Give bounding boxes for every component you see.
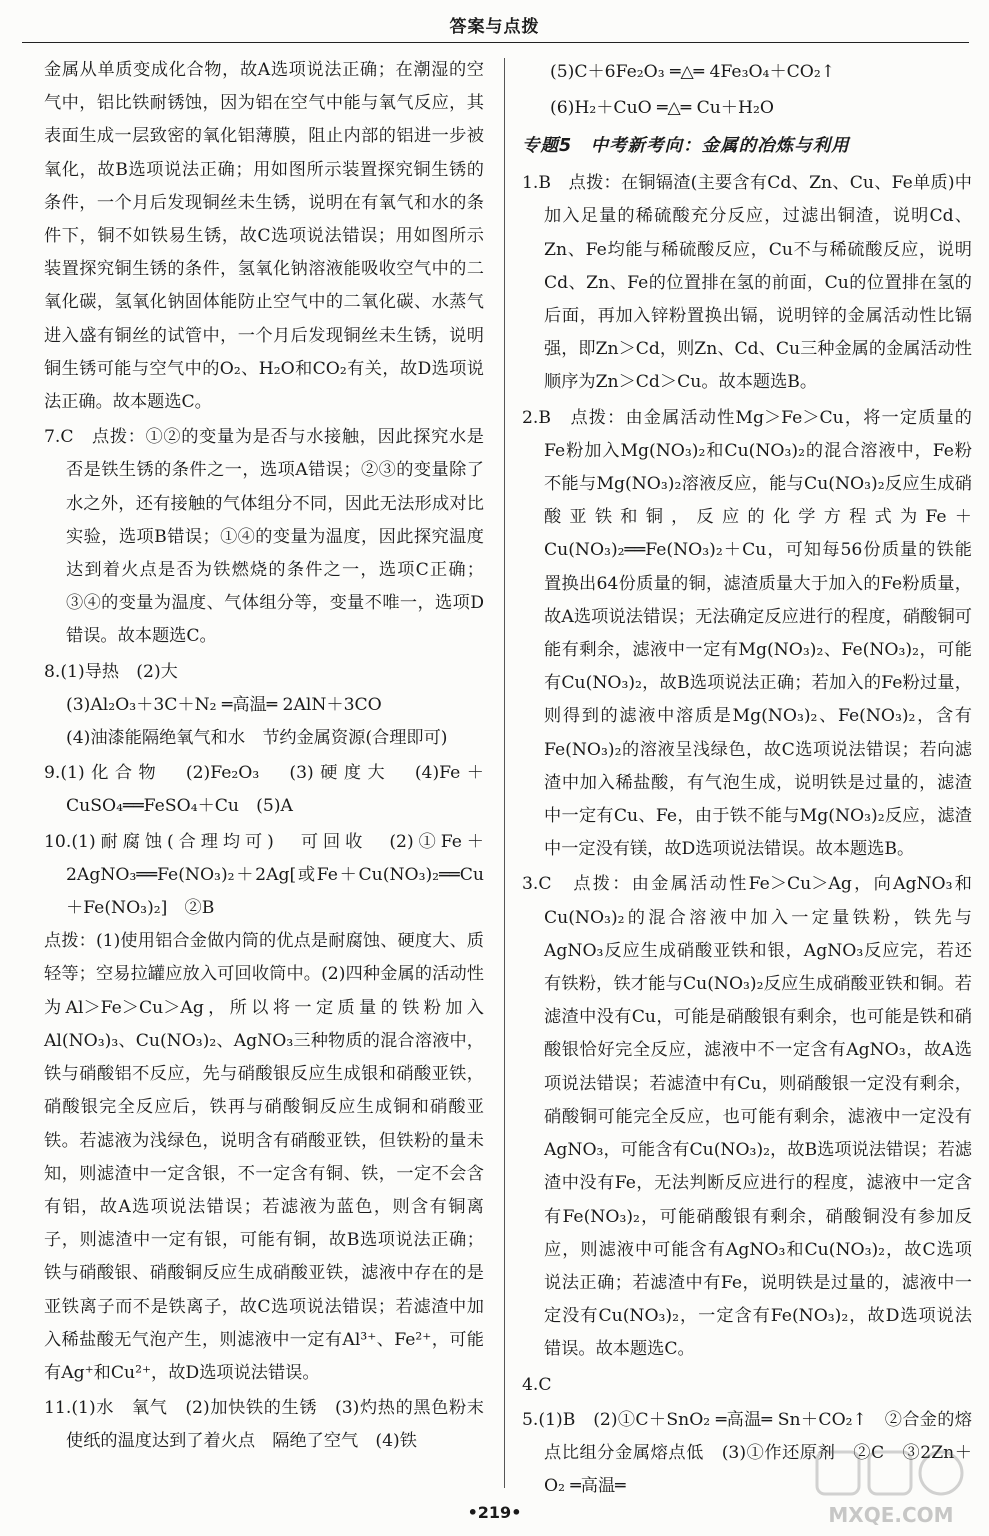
answer-8-part4: (4)油漆能隔绝氧气和水 节约金属资源(合理即可)	[66, 728, 448, 749]
topic5-answer-4: 4.C	[522, 1374, 552, 1395]
watermark-logo	[811, 1446, 971, 1532]
topic5-answer-1: 1.B 点拨：在铜镉渣(主要含有Cd、Zn、Cu、Fe单质)中加入足量的稀硫酸充分反应，过滤出铜渣，说明Cd、Zn、Fe均能与稀硫酸反应，Cu不与稀硫酸反应，说明Cd、Zn、Fe的位置排在氢的前面，Cu的位置排在氢的后面，再加入锌粉置换出镉，说明锌的金属活动性比镉强，即Zn＞Cd，则Zn、Cd、Cu三种金属的金属活动性顺序为Zn＞Cd＞Cu。故本题选B。	[522, 173, 972, 393]
right-column	[522, 54, 972, 1503]
equation-5: (5)C＋6Fe₂O₃ ═△═ 4Fe₃O₄＋CO₂↑	[550, 62, 836, 82]
answer-10: 10.(1)耐腐蚀(合理均可) 可回收 (2)①Fe＋2AgNO₃══Fe(NO₃)₂＋2Ag[或Fe＋Cu(NO₃)₂══Cu＋Fe(NO₃)₂] ②B	[44, 831, 484, 919]
answer-8-equation: (3)Al₂O₃＋3C＋N₂ ═高温═ 2AlN＋3CO	[66, 694, 382, 715]
left-column	[44, 54, 484, 1459]
answer-7: 7.C 点拨：①②的变量为是否与水接触，因此探究水是否是铁生锈的条件之一，选项A错误；②③的变量除了水之外，还有接触的气体组分不同，因此无法形成对比实验，选项B错误；①④的变量为温度，因此探究温度达到着火点是否为铁燃烧的条件之一，选项C正确；③④的变量为温度、气体组分等，变量不唯一，选项D错误。故本题选C。	[44, 427, 484, 647]
column-divider	[504, 58, 505, 1488]
watermark-url: MXQE.COM	[828, 1503, 954, 1527]
equation-6: (6)H₂＋CuO ═△═ Cu＋H₂O	[550, 98, 774, 118]
topic5-answer-3: 3.C 点拨：由金属活动性Fe＞Cu＞Ag，向AgNO₃和Cu(NO₃)₂的混合溶液中加入一定量铁粉，铁先与AgNO₃反应生成硝酸亚铁和银，AgNO₃反应完，若还有铁粉，铁才能与Cu(NO₃)₂反应生成硝酸亚铁和铜。若滤渣中没有Cu，可能是硝酸银有剩余，也可能是铁和硝酸银恰好完全反应，滤液中不一定含有AgNO₃，故A选项说法错误；若滤渣中有Cu，则硝酸银一定没有剩余，硝酸铜可能完全反应，也可能有剩余，滤液中一定没有AgNO₃，可能含有Cu(NO₃)₂，故B选项说法错误；若滤渣中没有Fe，无法判断反应进行的程度，滤液中一定含有Fe(NO₃)₂，可能硝酸银有剩余，硝酸铜没有参加反应，则滤液中可能含有AgNO₃和Cu(NO₃)₂，故C选项说法正确；若滤渣中有Fe，说明铁是过量的，滤液中一定没有Cu(NO₃)₂，一定含有Fe(NO₃)₂，故D选项说法错误。故本题选C。	[522, 874, 972, 1360]
topic5-answer-5: 5.(1)B (2)①C＋SnO₂ ═高温═ Sn＋CO₂↑ ②合金的熔点比组分金属熔点低 (3)①作还原剂 ②C ③2Zn＋O₂ ═高温═	[522, 1409, 972, 1497]
topic5-answer-2: 2.B 点拨：由金属活动性Mg＞Fe＞Cu，将一定质量的Fe粉加入Mg(NO₃)₂和Cu(NO₃)₂的混合溶液中，Fe粉不能与Mg(NO₃)₂溶液反应，能与Cu(NO₃)₂反应生成硝酸亚铁和铜，反应的化学方程式为Fe＋Cu(NO₃)₂══Fe(NO₃)₂＋Cu，可知每56份质量的铁能置换出64份质量的铜，滤渣质量大于加入的Fe粉质量，故A选项说法错误；无法确定反应进行的程度，硝酸铜可能有剩余，滤液中一定有Mg(NO₃)₂、Fe(NO₃)₂，可能有Cu(NO₃)₂，故B选项说法正确；若加入的Fe粉过量，则得到的滤液中溶质是Mg(NO₃)₂、Fe(NO₃)₂，含有Fe(NO₃)₂的溶液呈浅绿色，故C选项说法错误；若向滤渣中加入稀盐酸，有气泡生成，说明铁是过量的，滤渣中一定有Cu、Fe，由于铁不能与Mg(NO₃)₂反应，滤渣中一定没有镁，故D选项说法错误。故本题选B。	[522, 407, 972, 860]
answer-11: 11.(1)水 氧气 (2)加快铁的生锈 (3)灼热的黑色粉末使纸的温度达到了着火点 隔绝了空气 (4)铁	[44, 1398, 484, 1452]
page-number: •219•	[467, 1503, 522, 1522]
answer-8-part1: 8.(1)导热 (2)大	[44, 661, 178, 682]
page-header	[0, 0, 989, 48]
answer-9: 9.(1)化合物 (2)Fe₂O₃ (3)硬度大 (4)Fe＋CuSO₄══FeSO₄＋Cu (5)A	[44, 763, 484, 817]
header-title: 答案与点拨	[449, 17, 540, 37]
section-title: 专题5 中考新考向：金属的冶炼与利用	[522, 136, 850, 156]
answer-6-continuation: 金属从单质变成化合物，故A选项说法正确；在潮湿的空气中，铝比铁耐锈蚀，因为铝在空气中能与氧气反应，其表面生成一层致密的氧化铝薄膜，阻止内部的铝进一步被氧化，故B选项说法正确；用如图所示装置探究铜生锈的条件，一个月后发现铜丝未生锈，说明在有氧气和水的条件下，铜不如铁易生锈，故C选项说法错误；用如图所示装置探究铜生锈的条件，氢氧化钠溶液能吸收空气中的二氧化碳，氢氧化钠固体能防止空气中的二氧化碳、水蒸气进入盛有铜丝的试管中，一个月后发现铜丝未生锈，说明铜生锈可能与空气中的O₂、H₂O和CO₂有关，故D选项说法正确。故本题选C。	[44, 60, 484, 413]
answer-10-explanation: 点拨：(1)使用铝合金做内筒的优点是耐腐蚀、硬度大、质轻等；空易拉罐应放入可回收筒中。(2)四种金属的活动性为Al＞Fe＞Cu＞Ag，所以将一定质量的铁粉加入Al(NO₃)₃、Cu(NO₃)₂、AgNO₃三种物质的混合溶液中，铁与硝酸铝不反应，先与硝酸银反应生成银和硝酸亚铁，硝酸银完全反应后，铁再与硝酸铜反应生成铜和硝酸亚铁。若滤液为浅绿色，说明含有硝酸亚铁，但铁粉的量未知，则滤渣中一定含银，不一定含有铜、铁，一定不会含有铝，故A选项说法错误；若滤液为蓝色，则含有铜离子，则滤渣中一定有银，可能有铜，故B选项说法正确；铁与硝酸银、硝酸铜反应生成硝酸亚铁，滤液中存在的是亚铁离子而不是铁离子，故C选项说法错误；若滤渣中加入稀盐酸无气泡产生，则滤液中一定有Al³⁺、Fe²⁺，可能有Ag⁺和Cu²⁺，故D选项说法错误。	[44, 931, 484, 1383]
header-rule	[22, 42, 969, 43]
